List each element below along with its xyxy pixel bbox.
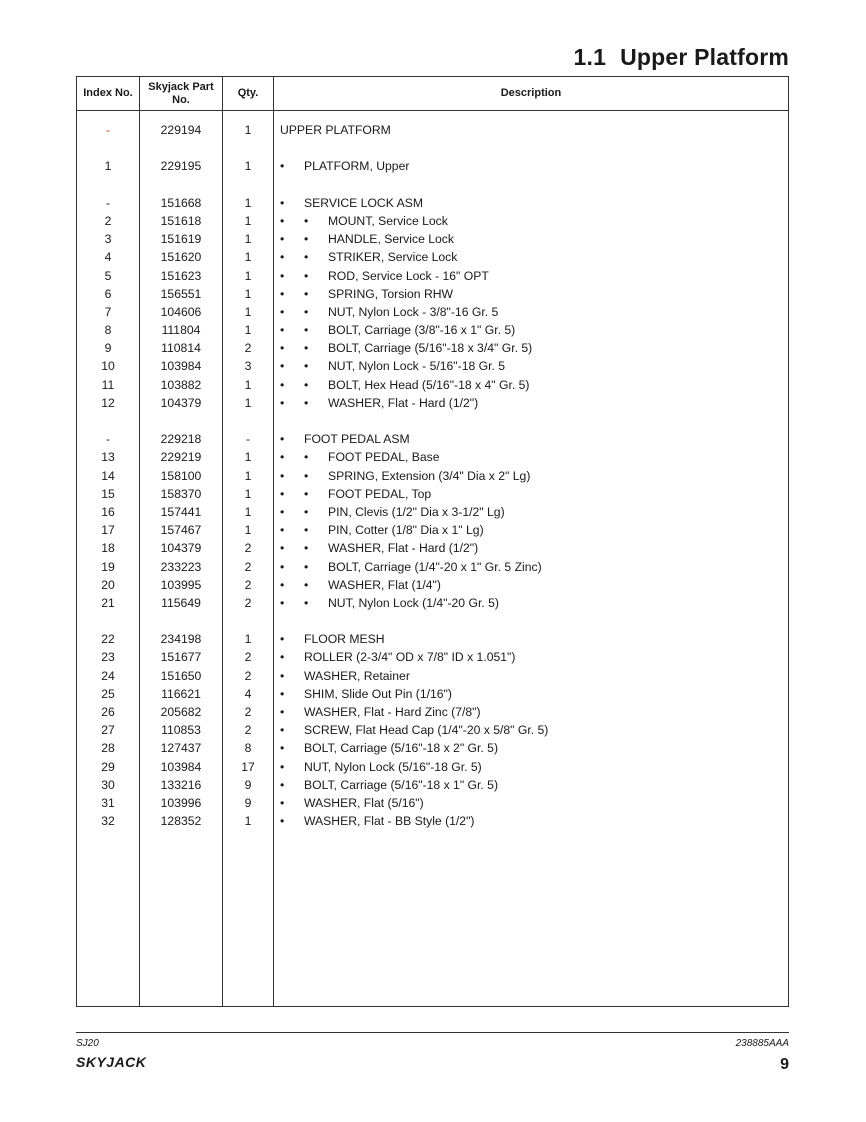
index-cell: 8 xyxy=(104,323,112,338)
part-number-cell: 151650 xyxy=(160,668,202,683)
table-row xyxy=(77,157,788,175)
bullet-icon: • xyxy=(280,286,285,301)
bullet-icon: • xyxy=(280,250,285,265)
qty-cell: 1 xyxy=(244,323,252,338)
description-text: NUT, Nylon Lock - 3/8"-16 Gr. 5 xyxy=(328,304,499,319)
bullet-icon: • xyxy=(280,814,285,829)
index-cell: 10 xyxy=(101,359,115,374)
part-number-cell: 104379 xyxy=(160,395,202,410)
qty-cell: 1 xyxy=(244,523,252,538)
table-row xyxy=(77,430,788,448)
description-cell xyxy=(280,248,457,266)
table-row xyxy=(77,230,788,248)
part-number-cell: 157441 xyxy=(160,504,202,519)
table-row xyxy=(77,394,788,412)
table-row xyxy=(77,594,788,612)
bullet-icon: • xyxy=(304,486,309,501)
part-number-cell: 234198 xyxy=(160,632,202,647)
index-cell: 12 xyxy=(101,395,115,410)
part-number-cell: 151620 xyxy=(160,250,202,265)
table-row xyxy=(77,794,788,812)
description-text: WASHER, Flat (1/4") xyxy=(328,577,441,592)
table-row xyxy=(77,248,788,266)
section-number: 1.1 xyxy=(573,44,607,70)
description-cell xyxy=(280,339,532,357)
qty-cell: 1 xyxy=(244,304,252,319)
index-cell: 17 xyxy=(101,523,115,538)
description-text: FOOT PEDAL, Top xyxy=(328,486,432,501)
description-text: FOOT PEDAL ASM xyxy=(304,432,410,447)
index-cell: 9 xyxy=(104,341,112,356)
index-cell: 23 xyxy=(101,650,115,665)
bullet-icon: • xyxy=(304,468,309,483)
brand-logo: SKYJACK xyxy=(76,1054,147,1070)
index-cell: 7 xyxy=(104,304,112,319)
header-divider xyxy=(77,110,788,111)
bullet-icon: • xyxy=(280,541,285,556)
bullet-icon: • xyxy=(304,286,309,301)
description-cell xyxy=(280,267,489,285)
part-number-cell: 205682 xyxy=(160,705,202,719)
bullet-icon: • xyxy=(280,741,285,756)
bullet-icon: • xyxy=(280,377,285,392)
index-cell: 1 xyxy=(104,159,112,174)
qty-cell: 2 xyxy=(244,559,252,574)
description-text: ROD, Service Lock - 16" OPT xyxy=(328,268,489,283)
part-number-cell: 133216 xyxy=(160,777,202,792)
part-number-cell: 103984 xyxy=(160,359,202,374)
description-cell xyxy=(280,485,431,503)
bullet-icon: • xyxy=(280,195,285,210)
table-row xyxy=(77,321,788,339)
qty-cell: 9 xyxy=(244,777,252,792)
description-cell xyxy=(280,121,391,139)
description-text: BOLT, Carriage (5/16"-18 x 2" Gr. 5) xyxy=(304,741,499,756)
table-row xyxy=(77,339,788,357)
table-row xyxy=(77,212,788,230)
description-cell xyxy=(280,357,505,375)
part-number-cell: 103995 xyxy=(160,577,202,592)
bullet-icon: • xyxy=(304,595,309,610)
description-cell xyxy=(280,594,499,612)
bullet-icon: • xyxy=(280,395,285,410)
description-cell xyxy=(280,448,440,466)
qty-cell: 2 xyxy=(244,668,252,683)
bullet-icon: • xyxy=(280,777,285,792)
part-number-cell: 104606 xyxy=(160,304,202,319)
bullet-icon: • xyxy=(304,323,309,338)
bullet-icon: • xyxy=(280,705,285,719)
description-cell xyxy=(280,667,410,685)
footer-rule xyxy=(76,1032,789,1033)
table-row xyxy=(77,558,788,576)
description-text: PIN, Cotter (1/8" Dia x 1" Lg) xyxy=(328,523,484,538)
part-number-cell: 229194 xyxy=(160,123,202,137)
bullet-icon: • xyxy=(280,486,285,501)
bullet-icon: • xyxy=(304,541,309,556)
index-cell: 30 xyxy=(101,777,115,792)
description-text: HANDLE, Service Lock xyxy=(328,232,454,247)
description-text: BOLT, Carriage (5/16"-18 x 1" Gr. 5) xyxy=(304,777,499,792)
page-number: 9 xyxy=(780,1056,789,1073)
bullet-icon: • xyxy=(280,323,285,338)
bullet-icon: • xyxy=(304,304,309,319)
index-cell: 24 xyxy=(101,668,115,683)
description-cell xyxy=(280,194,423,212)
bullet-icon: • xyxy=(280,504,285,519)
description-text: SHIM, Slide Out Pin (1/16") xyxy=(304,686,452,701)
bullet-icon: • xyxy=(280,668,285,683)
description-text: SPRING, Extension (3/4" Dia x 2" Lg) xyxy=(328,468,531,483)
description-cell xyxy=(280,467,530,485)
part-number-cell: 127437 xyxy=(160,741,202,756)
index-cell: - xyxy=(105,195,111,210)
bullet-icon: • xyxy=(280,723,285,738)
bullet-icon: • xyxy=(280,686,285,701)
part-number-cell: 158370 xyxy=(160,486,202,501)
description-cell xyxy=(280,558,542,576)
table-row xyxy=(77,630,788,648)
index-cell: 5 xyxy=(104,268,112,283)
bullet-icon: • xyxy=(280,759,285,774)
qty-cell: 1 xyxy=(244,123,252,137)
bullet-icon: • xyxy=(280,559,285,574)
description-text: NUT, Nylon Lock (5/16"-18 Gr. 5) xyxy=(304,759,482,774)
table-row xyxy=(77,703,788,721)
table-row xyxy=(77,739,788,757)
description-cell xyxy=(280,739,498,757)
qty-cell: 2 xyxy=(244,595,252,610)
qty-cell: 8 xyxy=(244,741,252,756)
qty-cell: 2 xyxy=(244,541,252,556)
qty-cell: 1 xyxy=(244,213,252,228)
description-text: PLATFORM, Upper xyxy=(304,159,410,174)
part-number-cell: 156551 xyxy=(160,286,202,301)
qty-cell: 2 xyxy=(244,577,252,592)
bullet-icon: • xyxy=(304,268,309,283)
part-number-cell: 110814 xyxy=(161,341,201,356)
index-cell: 6 xyxy=(104,286,112,301)
description-text: WASHER, Flat - Hard (1/2") xyxy=(328,541,479,556)
part-number-cell: 103996 xyxy=(160,795,202,810)
description-text: WASHER, Flat (5/16") xyxy=(304,795,424,810)
table-row xyxy=(77,467,788,485)
description-text: BOLT, Carriage (5/16"-18 x 3/4" Gr. 5) xyxy=(328,341,533,356)
description-cell xyxy=(280,230,454,248)
parts-table xyxy=(76,76,789,1007)
part-number-cell: 116621 xyxy=(161,686,201,701)
qty-cell: 1 xyxy=(244,159,252,174)
qty-cell: 2 xyxy=(244,723,252,738)
index-cell: 4 xyxy=(104,250,112,265)
bullet-icon: • xyxy=(280,795,285,810)
index-cell: 20 xyxy=(101,577,115,592)
description-text: PIN, Clevis (1/2" Dia x 3-1/2" Lg) xyxy=(328,504,505,519)
index-cell: 22 xyxy=(101,632,115,647)
description-cell xyxy=(280,648,515,666)
index-cell: - xyxy=(105,123,111,137)
index-cell: 29 xyxy=(101,759,115,774)
index-cell: 31 xyxy=(101,795,115,810)
table-row xyxy=(77,776,788,794)
index-cell: 28 xyxy=(101,741,115,756)
bullet-icon: • xyxy=(304,577,309,592)
part-number-cell: 151677 xyxy=(160,650,202,665)
qty-cell: 1 xyxy=(244,377,252,392)
description-text: BOLT, Carriage (1/4"-20 x 1" Gr. 5 Zinc) xyxy=(328,559,542,574)
bullet-icon: • xyxy=(304,359,309,374)
bullet-icon: • xyxy=(304,523,309,538)
bullet-icon: • xyxy=(280,650,285,665)
bullet-icon: • xyxy=(304,341,309,356)
description-cell xyxy=(280,212,448,230)
index-cell: 18 xyxy=(101,541,115,556)
description-text: SPRING, Torsion RHW xyxy=(328,286,454,301)
bullet-icon: • xyxy=(304,450,309,465)
bullet-icon: • xyxy=(304,232,309,247)
section-title: Upper Platform xyxy=(620,44,789,70)
bullet-icon: • xyxy=(304,377,309,392)
qty-cell: - xyxy=(245,432,251,447)
table-row xyxy=(77,576,788,594)
table-row xyxy=(77,521,788,539)
description-text: WASHER, Retainer xyxy=(304,668,410,683)
qty-cell: 1 xyxy=(244,468,252,483)
bullet-icon: • xyxy=(280,359,285,374)
index-cell: 19 xyxy=(101,559,115,574)
description-text: FOOT PEDAL, Base xyxy=(328,450,440,465)
description-cell xyxy=(280,285,453,303)
part-number-cell: 128352 xyxy=(160,814,202,829)
description-cell xyxy=(280,376,529,394)
bullet-icon: • xyxy=(280,232,285,247)
index-cell: 27 xyxy=(101,723,115,738)
qty-cell: 4 xyxy=(244,686,252,701)
description-text: ROLLER (2-3/4" OD x 7/8" ID x 1.051") xyxy=(304,650,516,665)
description-cell xyxy=(280,521,484,539)
description-cell xyxy=(280,576,441,594)
part-number-cell: 103984 xyxy=(160,759,202,774)
bullet-icon: • xyxy=(304,504,309,519)
bullet-icon: • xyxy=(304,559,309,574)
part-number-cell: 104379 xyxy=(160,541,202,556)
index-cell: 21 xyxy=(101,595,115,610)
index-cell: 3 xyxy=(104,232,112,247)
bullet-icon: • xyxy=(280,577,285,592)
description-text: WASHER, Flat - Hard Zinc (7/8") xyxy=(304,705,481,719)
bullet-icon: • xyxy=(280,523,285,538)
qty-cell: 1 xyxy=(244,450,252,465)
description-cell xyxy=(280,721,548,739)
description-cell xyxy=(280,503,505,521)
index-cell: 32 xyxy=(101,814,115,829)
bullet-icon: • xyxy=(280,595,285,610)
table-row xyxy=(77,267,788,285)
part-number-cell: 233223 xyxy=(160,559,202,574)
part-number-cell: 115649 xyxy=(161,595,201,610)
table-row xyxy=(77,194,788,212)
qty-cell: 1 xyxy=(244,286,252,301)
table-row xyxy=(77,285,788,303)
index-cell: 26 xyxy=(101,705,115,719)
header-index: Index No. xyxy=(83,87,133,99)
index-cell: 25 xyxy=(101,686,115,701)
qty-cell: 1 xyxy=(244,486,252,501)
part-number-cell: 157467 xyxy=(160,523,202,538)
table-row xyxy=(77,667,788,685)
bullet-icon: • xyxy=(280,159,285,174)
index-cell: - xyxy=(105,432,111,447)
table-row xyxy=(77,448,788,466)
description-cell xyxy=(280,321,515,339)
part-number-cell: 151619 xyxy=(160,232,202,247)
bullet-icon: • xyxy=(280,213,285,228)
bullet-icon: • xyxy=(280,341,285,356)
page-title xyxy=(573,44,789,71)
description-text: NUT, Nylon Lock - 5/16"-18 Gr. 5 xyxy=(328,359,506,374)
header-part-number: Skyjack Part No. xyxy=(148,80,214,106)
table-row xyxy=(77,758,788,776)
index-cell: 14 xyxy=(101,468,115,483)
description-text: WASHER, Flat - BB Style (1/2") xyxy=(304,814,475,829)
description-cell xyxy=(280,303,498,321)
description-cell xyxy=(280,539,478,557)
bullet-icon: • xyxy=(280,304,285,319)
model-label: SJ20 xyxy=(76,1038,99,1049)
description-text: STRIKER, Service Lock xyxy=(328,250,458,265)
qty-cell: 1 xyxy=(244,268,252,283)
description-text: NUT, Nylon Lock (1/4"-20 Gr. 5) xyxy=(328,595,499,610)
index-cell: 13 xyxy=(101,450,115,465)
part-number-cell: 111804 xyxy=(161,323,201,338)
table-row xyxy=(77,812,788,830)
qty-cell: 1 xyxy=(244,250,252,265)
description-text: MOUNT, Service Lock xyxy=(328,213,448,228)
qty-cell: 17 xyxy=(241,759,255,774)
index-cell: 11 xyxy=(101,377,115,392)
description-cell xyxy=(280,776,498,794)
part-number-cell: 151668 xyxy=(160,195,202,210)
bullet-icon: • xyxy=(280,268,285,283)
description-text: WASHER, Flat - Hard (1/2") xyxy=(328,395,479,410)
header-description: Description xyxy=(500,87,562,99)
part-number-cell: 151618 xyxy=(160,213,202,228)
description-text: SCREW, Flat Head Cap (1/4"-20 x 5/8" Gr. 5) xyxy=(304,723,549,738)
qty-cell: 1 xyxy=(244,395,252,410)
description-text: FLOOR MESH xyxy=(304,632,385,647)
table-row xyxy=(77,121,788,139)
index-cell: 16 xyxy=(101,504,115,519)
bullet-icon: • xyxy=(280,468,285,483)
bullet-icon: • xyxy=(280,450,285,465)
bullet-icon: • xyxy=(280,432,285,447)
qty-cell: 1 xyxy=(244,195,252,210)
table-row xyxy=(77,685,788,703)
description-cell xyxy=(280,630,385,648)
bullet-icon: • xyxy=(304,250,309,265)
part-number-cell: 229219 xyxy=(160,450,202,465)
table-row xyxy=(77,721,788,739)
qty-cell: 9 xyxy=(244,795,252,810)
description-text: BOLT, Carriage (3/8"-16 x 1" Gr. 5) xyxy=(328,323,516,338)
qty-cell: 1 xyxy=(244,814,252,829)
description-text: BOLT, Hex Head (5/16"-18 x 4" Gr. 5) xyxy=(328,377,530,392)
table-row xyxy=(77,357,788,375)
qty-cell: 2 xyxy=(244,650,252,665)
header-qty: Qty. xyxy=(237,87,259,99)
table-row xyxy=(77,376,788,394)
table-row xyxy=(77,648,788,666)
table-row xyxy=(77,503,788,521)
description-cell xyxy=(280,794,424,812)
table-row xyxy=(77,539,788,557)
qty-cell: 2 xyxy=(244,341,252,356)
bullet-icon: • xyxy=(280,632,285,647)
document-number: 238885AAA xyxy=(735,1038,789,1049)
qty-cell: 2 xyxy=(244,705,252,719)
table-row xyxy=(77,303,788,321)
index-cell: 2 xyxy=(104,213,112,228)
part-number-cell: 103882 xyxy=(160,377,202,392)
table-row xyxy=(77,485,788,503)
part-number-cell: 229218 xyxy=(160,432,202,447)
description-cell xyxy=(280,703,481,721)
description-cell xyxy=(280,812,474,830)
bullet-icon: • xyxy=(304,213,309,228)
description-text: SERVICE LOCK ASM xyxy=(304,195,423,210)
description-cell xyxy=(280,758,482,776)
qty-cell: 3 xyxy=(244,359,252,374)
parts-rows xyxy=(77,121,788,830)
qty-cell: 1 xyxy=(244,632,252,647)
qty-cell: 1 xyxy=(244,504,252,519)
description-cell xyxy=(280,430,410,448)
bullet-icon: • xyxy=(304,395,309,410)
description-text: UPPER PLATFORM xyxy=(280,123,391,137)
description-cell xyxy=(280,685,452,703)
part-number-cell: 158100 xyxy=(160,468,202,483)
qty-cell: 1 xyxy=(244,232,252,247)
index-cell: 15 xyxy=(101,486,115,501)
part-number-cell: 151623 xyxy=(160,268,202,283)
part-number-cell: 110853 xyxy=(161,723,201,738)
description-cell xyxy=(280,394,478,412)
description-cell xyxy=(280,157,409,175)
part-number-cell: 229195 xyxy=(160,159,202,174)
